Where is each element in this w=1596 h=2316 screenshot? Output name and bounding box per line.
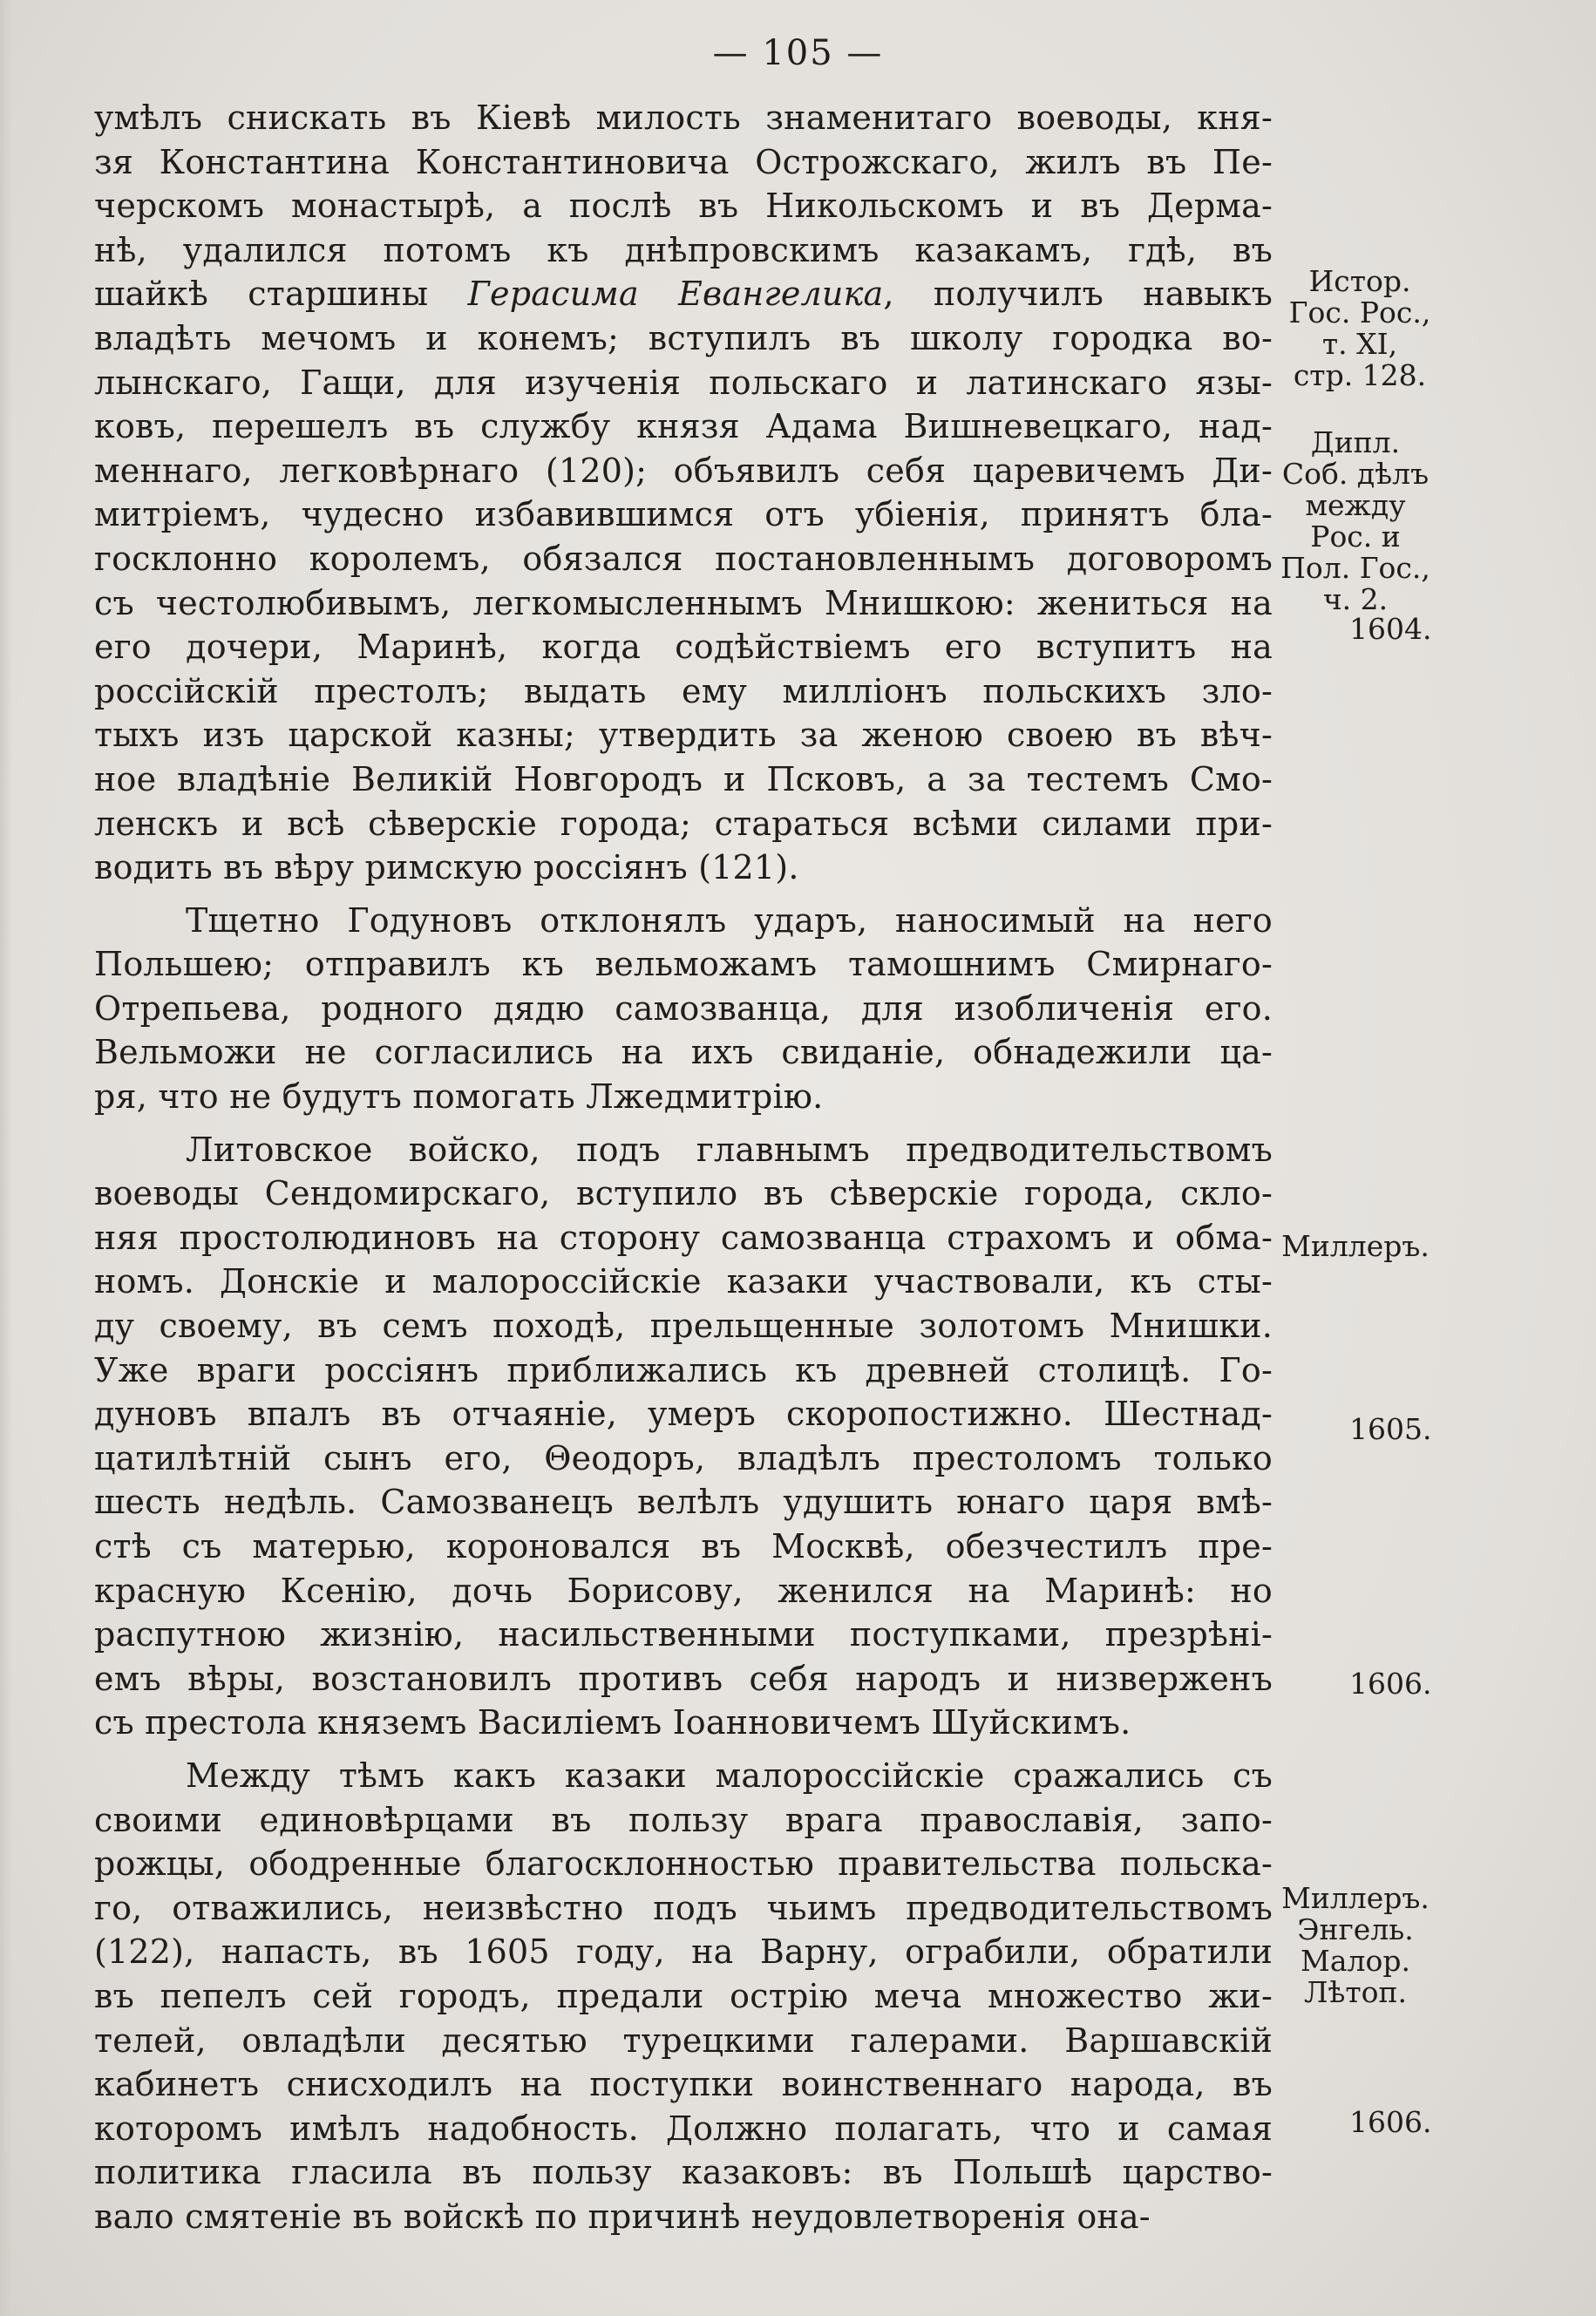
page-binding-edge: [0, 0, 12, 2316]
text-line: Польшею; отправилъ къ вельможамъ тамошнимъ Смирнаго-: [94, 945, 1273, 984]
margin-note-line: Миллеръ.: [1281, 1881, 1430, 1915]
paragraph: [94, 899, 1273, 1119]
text-line: Между тѣмъ какъ казаки малороссійскіе сражались съ: [186, 1756, 1273, 1795]
text-line: Отрепьева, родного дядю самозванца, для изобличенія его.: [94, 988, 1273, 1028]
paragraph: [94, 96, 1273, 890]
text-line: его дочери, Маринѣ, когда содѣйствіемъ его вступитъ на: [94, 628, 1273, 667]
text-line: (122), напасть, въ 1605 году, на Варну, ограбили, обратили: [94, 1932, 1273, 1972]
text-line: го, отважились, неизвѣстно подъ чьимъ предводительствомъ: [94, 1888, 1273, 1927]
margin-note-line: т. XI,: [1321, 327, 1398, 361]
text-line: номъ. Донскіе и малороссійскіе казаки участвовали, къ сты-: [94, 1262, 1273, 1301]
margin-source-note: [1268, 1883, 1443, 2008]
text-line: шесть недѣль. Самозванецъ велѣлъ удушить юнаго царя вмѣ-: [94, 1483, 1273, 1522]
text-line: ное владѣніе Великій Новгородъ и Псковъ, а за тестемъ Смо-: [94, 759, 1273, 798]
margin-note-line: Истор.: [1308, 264, 1411, 298]
margin-note-line: 1605.: [1349, 1412, 1432, 1446]
text-line: красную Ксенію, дочь Борисову, женился на Маринѣ: но: [94, 1571, 1273, 1610]
text-line: рожцы, ободренные благосклонностью правительства польска-: [94, 1844, 1273, 1884]
text-line: дуновъ впалъ въ отчаяніе, умеръ скоропостижно. Шестнад-: [94, 1395, 1273, 1434]
text-line: цатилѣтній сынъ его, Θеодоръ, владѣлъ престоломъ только: [94, 1438, 1273, 1477]
margin-note-line: Дипл.: [1310, 425, 1401, 459]
text-line: меннаго, легковѣрнаго (120); объявилъ себя царевичемъ Ди-: [94, 451, 1273, 490]
text-line: въ пепелъ сей городъ, предали острію меча множество жи-: [94, 1976, 1273, 2015]
text-line: россійскій престолъ; выдать ему милліонъ польскихъ зло-: [94, 671, 1273, 710]
text-line: ря, что не будутъ помогать Лжедмитрію.: [94, 1077, 824, 1117]
margin-note-line: Малор.: [1301, 1944, 1410, 1978]
margin-note-line: Миллеръ.: [1281, 1229, 1430, 1263]
text-line: кабинетъ снисходилъ на поступки воинственнаго народа, въ: [94, 2065, 1273, 2104]
margin-year: [1349, 612, 1436, 646]
text-line: зя Константина Константиновича Острожскаго, жилъ въ Пе-: [94, 142, 1273, 181]
text-line: шайкѣ старшины Герасима Евангелика, получилъ навыкъ: [94, 275, 1273, 314]
margin-note-line: 1606.: [1349, 1667, 1432, 1701]
text-line: водить въ вѣру римскую россіянъ (121).: [94, 848, 799, 887]
margin-note-line: Лѣтоп.: [1303, 1975, 1408, 2009]
text-line: емъ вѣры, возстановилъ противъ себя народъ и низверженъ: [94, 1659, 1273, 1698]
margin-year: [1349, 2105, 1436, 2139]
margin-note-line: 1604.: [1349, 612, 1432, 646]
margin-note-line: Гос. Рос.,: [1288, 295, 1431, 329]
text-line: умѣлъ снискать въ Кіевѣ милость знаменитаго воеводы, кня-: [94, 98, 1273, 137]
text-line: митріемъ, чудесно избавившимся отъ убіенія, принятъ бла-: [94, 495, 1273, 534]
text-line: ду своему, въ семъ походѣ, прельщенные золотомъ Мнишки.: [94, 1307, 1273, 1346]
text-line: Литовское войско, подъ главнымъ предводительствомъ: [186, 1130, 1273, 1169]
margin-note-line: Рос. и: [1310, 520, 1401, 554]
margin-year: [1349, 1667, 1436, 1701]
text-line: воеводы Сендомирскаго, вступило въ сѣверскіе города, скло-: [94, 1174, 1273, 1213]
text-line: вало смятеніе въ войскѣ по причинѣ неудовлетворенія она-: [94, 2197, 1151, 2236]
margin-note-line: Пол. Гос.,: [1280, 551, 1430, 585]
text-line: съ престола княземъ Василіемъ Іоанновичемъ Шуйскимъ.: [94, 1703, 1131, 1742]
text-line: стѣ съ матерью, короновался въ Москвѣ, обезчестилъ пре-: [94, 1527, 1273, 1566]
text-line: няя простолюдиновъ на сторону самозванца страхомъ и обма-: [94, 1218, 1273, 1257]
margin-source-note: [1273, 427, 1438, 615]
text-line: черскомъ монастырѣ, а послѣ въ Никольскомъ и въ Дерма-: [94, 187, 1273, 226]
margin-source-note: [1268, 1231, 1443, 1262]
text-line: ленскъ и всѣ сѣверскіе города; стараться всѣми силами при-: [94, 804, 1273, 843]
margin-note-line: 1606.: [1349, 2105, 1432, 2139]
text-line: съ честолюбивымъ, легкомысленнымъ Мнишкою: жениться на: [94, 583, 1273, 622]
margin-note-line: Энгель.: [1297, 1912, 1414, 1946]
text-line: Вельможи не согласились на ихъ свиданіе, обнадежили ца-: [94, 1033, 1273, 1072]
text-line: госклонно королемъ, обязался постановленнымъ договоромъ: [94, 539, 1273, 578]
margin-year: [1349, 1412, 1436, 1446]
margin-note-line: между: [1305, 488, 1406, 522]
paragraph: [94, 1754, 1273, 2239]
text-line: тыхъ изъ царской казны; утвердить за женою своею въ вѣч-: [94, 716, 1273, 755]
margin-note-line: Соб. дѣлъ: [1281, 457, 1430, 491]
margin-note-line: стр. 128.: [1293, 358, 1427, 392]
text-line: владѣть мечомъ и конемъ; вступилъ въ школу городка во-: [94, 318, 1273, 357]
text-line: ковъ, перешелъ въ службу князя Адама Вишневецкаго, над-: [94, 407, 1273, 446]
margin-source-note: [1281, 266, 1438, 391]
text-line: распутною жизнію, насильственными поступками, презрѣні-: [94, 1615, 1273, 1654]
text-line: Уже враги россіянъ приближались къ древней столицѣ. Го-: [94, 1350, 1273, 1389]
italic-name: Герасима Евангелика: [467, 275, 884, 314]
text-line: политика гласила въ пользу казаковъ: въ Польшѣ царство-: [94, 2153, 1273, 2192]
main-text: [94, 96, 1273, 2239]
text-line: нѣ, удалился потомъ къ днѣпровскимъ казакамъ, гдѣ, въ: [94, 230, 1273, 269]
text-line: которомъ имѣлъ надобность. Должно полагать, что и самая: [94, 2109, 1273, 2148]
text-line: Тщетно Годуновъ отклонялъ ударъ, наносимый на него: [186, 900, 1273, 940]
page-number: — 105 —: [712, 33, 884, 73]
text-line: своими единовѣрцами въ пользу врага православія, запо-: [94, 1800, 1273, 1839]
margin-note-line: ч. 2.: [1322, 582, 1389, 616]
text-line: телей, овладѣли десятью турецкими галерами. Варшавскій: [94, 2021, 1273, 2060]
paragraph: [94, 1128, 1273, 1745]
text-line: лынскаго, Гащи, для изученія польскаго и латинскаго язы-: [94, 363, 1273, 402]
